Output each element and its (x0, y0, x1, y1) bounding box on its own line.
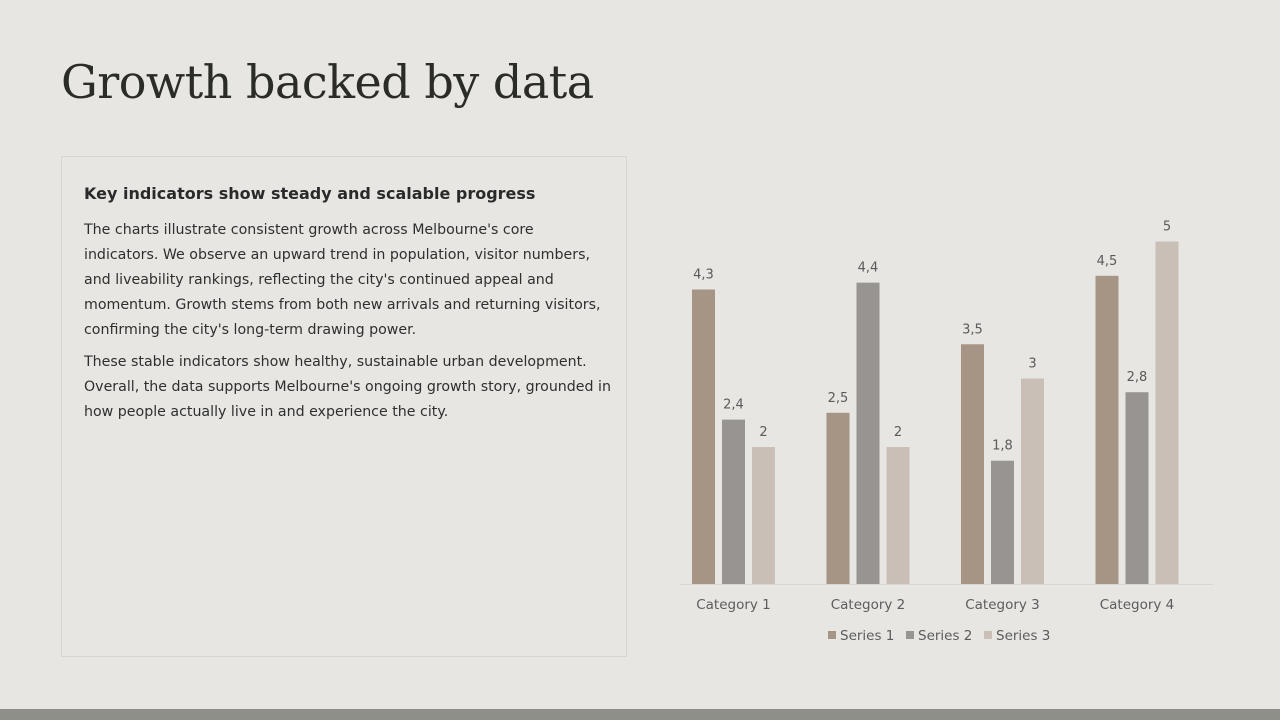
data-label: 2,5 (827, 390, 849, 406)
bar-3-4 (1156, 242, 1179, 584)
card-body (84, 218, 612, 432)
card-paragraph: The charts illustrate consistent growth across Melbourne's core indicators. We observe an upward trend in population, visitor numbers, and liveability rankings, reflecting the city's continued appeal and momentum. Growth stems from both new arrivals and returning visitors, confirming the city's long-term drawing power. (84, 222, 601, 338)
legend-swatch-1 (828, 631, 836, 639)
data-label: 3 (1028, 356, 1037, 372)
bar-chart (660, 200, 1220, 660)
legend-label: Series 3 (996, 628, 1051, 644)
text-card (61, 156, 627, 657)
x-tick-label: Category 1 (696, 597, 771, 613)
data-label: 4,3 (693, 267, 714, 283)
bar-1-3 (961, 344, 984, 584)
data-label: 5 (1162, 219, 1172, 235)
bar-3-3 (1021, 379, 1044, 584)
x-tick-label: Category 3 (965, 597, 1040, 613)
legend-swatch-2 (906, 631, 914, 639)
data-label: 2,4 (723, 397, 744, 413)
chart-svg (660, 200, 1220, 660)
bar-1-4 (1096, 276, 1119, 584)
bar-2-4 (1126, 392, 1149, 584)
data-label: 4,4 (857, 260, 879, 276)
x-tick-label: Category 4 (1099, 597, 1175, 613)
card-paragraph: These stable indicators show healthy, sustainable urban development. Overall, the data supports Melbourne's ongoing growth story, grounded in how people actually live in and experience the city. (84, 354, 611, 420)
bar-2-2 (857, 283, 880, 584)
data-label: 1,8 (992, 438, 1013, 454)
data-label: 2 (893, 425, 903, 441)
data-label: 3,5 (962, 322, 983, 338)
legend-label: Series 1 (840, 628, 895, 644)
x-tick-label: Category 2 (830, 597, 906, 613)
data-label: 2 (759, 425, 768, 441)
data-label: 4,5 (1096, 253, 1118, 269)
bar-3-2 (887, 447, 910, 584)
slide-title: Growth backed by data (61, 55, 594, 109)
bar-1-2 (827, 413, 850, 584)
data-label: 2,8 (1126, 370, 1148, 386)
bar-2-3 (991, 461, 1014, 584)
legend-label: Series 2 (918, 628, 973, 644)
legend-swatch-3 (984, 631, 992, 639)
bar-2-1 (722, 420, 745, 584)
bottom-accent-bar (0, 709, 1280, 720)
bar-3-1 (752, 447, 775, 584)
bar-1-1 (692, 289, 715, 584)
card-heading: Key indicators show steady and scalable progress (84, 184, 536, 203)
